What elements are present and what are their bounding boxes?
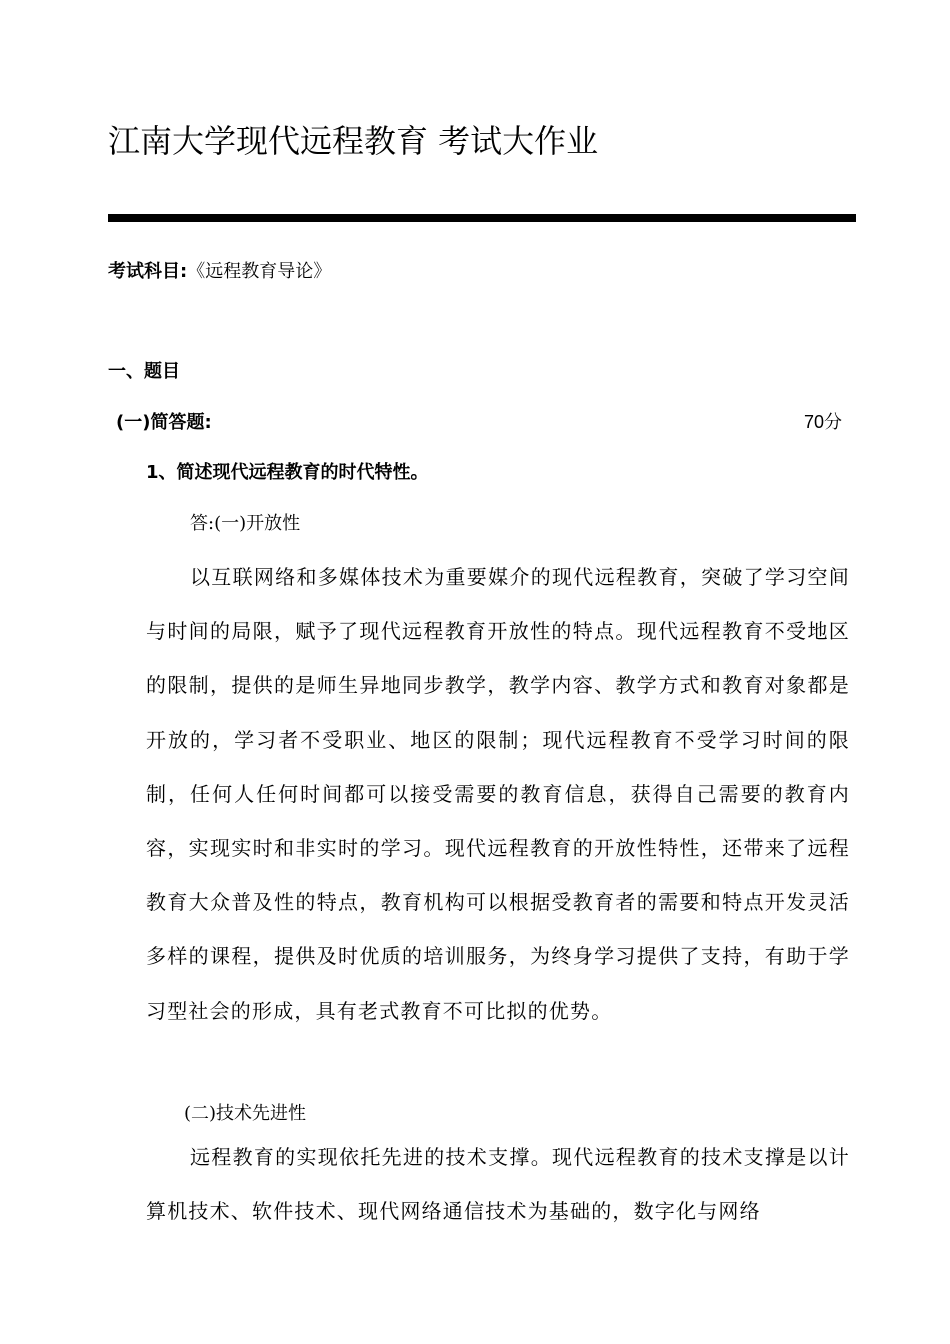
- answer-paragraph-1: 以互联网络和多媒体技术为重要媒介的现代远程教育，突破了学习空间与时间的局限，赋予了现代远程教育开放性的特点。现代远程教育不受地区的限制，提供的是师生异地同步教学，教学内容、教学方式和教育对象都是开放的，学习者不受职业、地区的限制；现代远程教育不受学习时间的限制，任何人任何时间都可以接受需要的教育信息，获得自己需要的教育内容，实现实时和非实时的学习。现代远程教育的开放性特性，还带来了远程教育大众普及性的特点，教育机构可以根据受教育者的需要和特点开发灵活多样的课程，提供及时优质的培训服务，为终身学习提供了支持，有助于学习型社会的形成，具有老式教育不可比拟的优势。: [146, 565, 850, 1023]
- subsection-score: 70分: [803, 412, 842, 432]
- question-1: 1、简述现代远程教育的时代特性。: [146, 462, 429, 483]
- title-divider: [108, 214, 856, 222]
- subject-label: 考试科目:: [108, 261, 188, 282]
- subject-value: 《远程教育导论》: [187, 261, 332, 282]
- exam-subject: [108, 257, 331, 283]
- subsection-heading: (一)简答题:: [116, 412, 212, 433]
- document-title: 江南大学现代远程教育 考试大作业: [108, 122, 599, 160]
- section-heading: 一、题目: [108, 361, 180, 382]
- answer-heading-2: (二)技术先进性: [184, 1103, 307, 1124]
- answer-intro: 答:(一)开放性: [190, 513, 301, 534]
- answer-paragraph-2: 远程教育的实现依托先进的技术支撑。现代远程教育的技术支撑是以计算机技术、软件技术、现代网络通信技术为基础的，数字化与网络: [146, 1145, 850, 1224]
